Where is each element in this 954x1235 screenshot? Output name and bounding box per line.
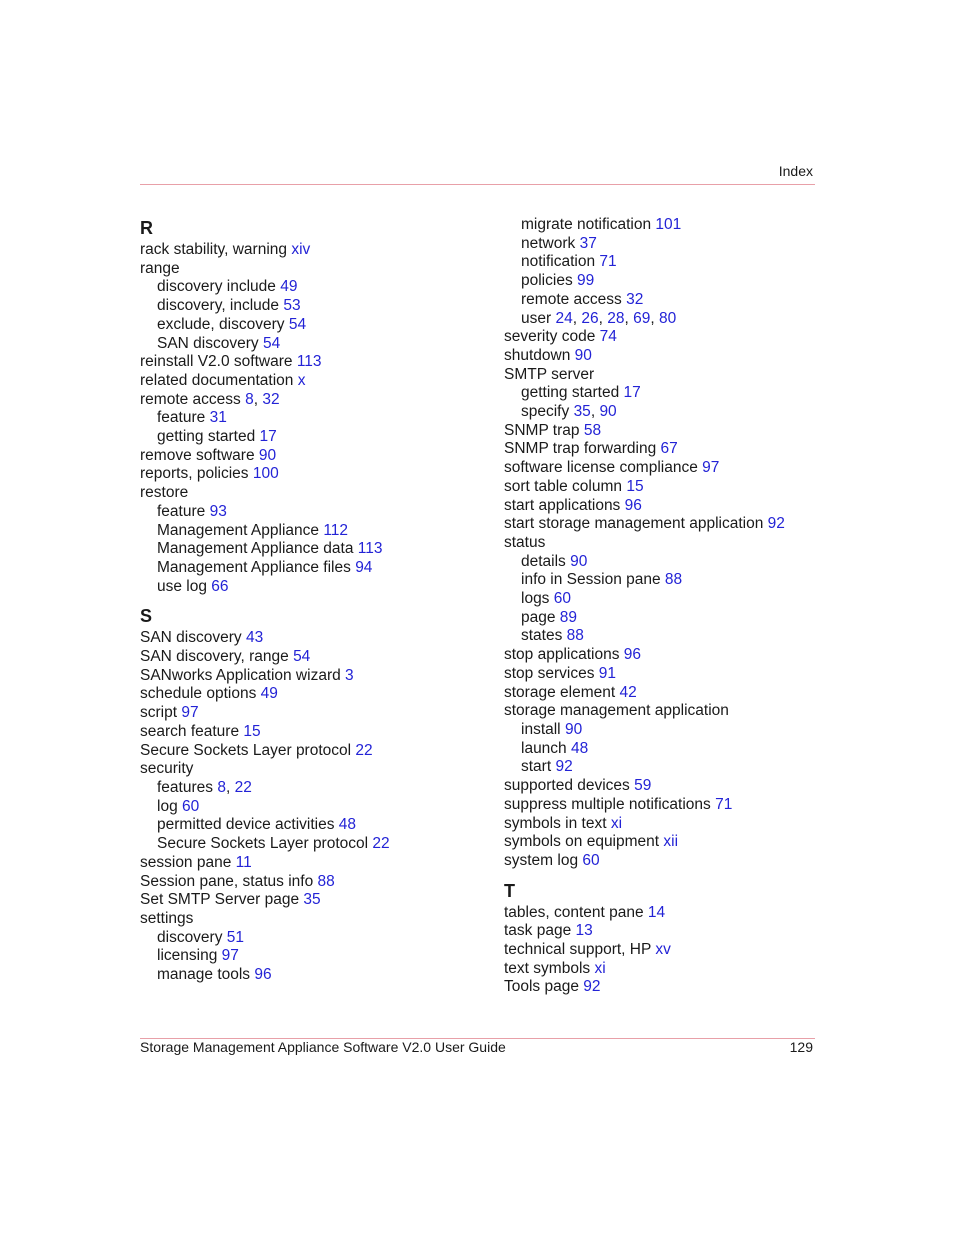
page-link[interactable]: 89 (559, 608, 578, 626)
index-subentry-getting-started (140, 428, 490, 447)
page-link[interactable]: 71 (715, 795, 733, 813)
page-link[interactable]: 88 (664, 571, 683, 589)
entry-term: settings (140, 909, 194, 927)
index-entry-set-smtp-server-page (140, 891, 490, 910)
index-letter-t: T (504, 880, 515, 901)
page-link[interactable]: 94 (355, 558, 373, 576)
entry-term: network (521, 234, 576, 252)
index-subentry-management-appliance-data (140, 540, 490, 559)
page-link[interactable]: 59 (634, 777, 652, 795)
index-subentry-management-appliance (140, 522, 490, 541)
page-link[interactable]: 101 (655, 216, 682, 233)
index-entry-shutdown (504, 347, 824, 366)
entry-term: remote access (521, 290, 622, 308)
index-subentry-licensing (140, 947, 490, 966)
entry-term: launch (521, 739, 567, 757)
entry-term: user (521, 309, 552, 327)
page-link[interactable]: 97 (181, 704, 199, 722)
index-entry-smtp-server (504, 366, 824, 385)
index-subentry-install (504, 721, 824, 740)
index-subentry-notification (504, 253, 824, 272)
entry-term: storage element (504, 683, 616, 701)
index-entry-reports-policies (140, 465, 490, 484)
page-link[interactable]: 99 (577, 272, 595, 290)
entry-term: Tools page (504, 978, 579, 996)
entry-term: start storage management application (504, 515, 764, 533)
index-entry-stop-applications (504, 646, 824, 665)
page-link[interactable]: 97 (702, 459, 720, 477)
page-link[interactable]: 96 (623, 646, 642, 664)
entry-term: features (157, 778, 214, 796)
index-entry-script (140, 704, 490, 723)
page-link[interactable]: xv (655, 941, 671, 959)
page-link[interactable]: 54 (288, 315, 307, 333)
entry-term: Management Appliance (157, 521, 320, 539)
entry-term: suppress multiple notifications (504, 795, 711, 813)
entry-term: tables, content pane (504, 903, 644, 921)
entry-term: SAN discovery (157, 334, 259, 352)
page-link[interactable]: 90 (599, 403, 617, 421)
entry-term: Management Appliance data (157, 540, 354, 558)
page-link[interactable]: 22 (372, 835, 390, 853)
index-entry-restore (140, 484, 490, 503)
page-link[interactable]: 96 (254, 966, 272, 984)
page-link[interactable]: 43 (245, 629, 264, 647)
entry-term: feature (157, 409, 206, 427)
entry-term: log (157, 797, 178, 815)
entry-term: symbols on equipment (504, 833, 660, 851)
entry-term: manage tools (157, 966, 251, 984)
page-link[interactable]: 17 (259, 428, 277, 446)
index-entry-symbols-in-text (504, 815, 824, 834)
page-link[interactable]: 90 (258, 446, 277, 464)
entry-term: restore (140, 484, 189, 502)
index-entry-task-page (504, 922, 824, 941)
header-rule (140, 184, 815, 185)
page-link[interactable]: 35 (573, 403, 591, 421)
index-entry-software-license-compliance (504, 459, 824, 478)
entry-term: feature (157, 502, 206, 520)
page-link[interactable]: 3 (345, 666, 354, 684)
entry-term: script (140, 704, 178, 722)
index-subentry-migrate-notification (504, 216, 824, 235)
entry-term: licensing (157, 947, 218, 965)
footer-title: Storage Management Appliance Software V2.0 User Guide (140, 1039, 506, 1055)
page-link[interactable]: 51 (226, 928, 245, 946)
index-subentry-start (504, 758, 824, 777)
page-link[interactable]: 60 (553, 590, 571, 608)
entry-term: related documentation (140, 371, 294, 389)
page-link[interactable]: 80 (658, 309, 677, 327)
page-link[interactable]: 13 (575, 922, 593, 940)
index-entry-san-discovery (140, 629, 490, 648)
page-link[interactable]: 66 (211, 577, 229, 595)
entry-term: exclude, discovery (157, 315, 285, 333)
page-link[interactable]: 15 (626, 477, 644, 495)
entry-term: use log (157, 577, 207, 595)
entry-term: getting started (521, 384, 620, 402)
index-subentry-page (504, 609, 824, 628)
page-link[interactable]: 53 (283, 297, 301, 315)
index-subentry-launch (504, 740, 824, 759)
page-link[interactable]: 67 (660, 440, 678, 458)
entry-term: task page (504, 922, 572, 940)
entry-term: search feature (140, 722, 240, 740)
page-link[interactable]: 92 (555, 758, 573, 776)
entry-term: shutdown (504, 346, 571, 364)
page-link[interactable]: 17 (623, 384, 641, 402)
index-entry-session-pane (140, 854, 490, 873)
page-link[interactable]: 91 (598, 664, 617, 682)
page-link[interactable]: xii (663, 833, 679, 851)
entry-term: reports, policies (140, 465, 249, 483)
index-subentry-remote-access (504, 291, 824, 310)
page-link[interactable]: 88 (317, 872, 335, 890)
index-entry-severity-code (504, 328, 824, 347)
index-entry-remote-access: remote access 8, 32 (140, 390, 280, 408)
index-entry-storage-element (504, 684, 824, 703)
index-subentry-details (504, 553, 824, 572)
index-subentry-features: features 8, 22 (157, 778, 252, 796)
index-entry-stop-services (504, 665, 824, 684)
index-subentry-feature (140, 409, 490, 428)
page-link[interactable]: 22 (234, 778, 252, 796)
entry-term: stop services (504, 664, 595, 682)
page-link[interactable]: 54 (293, 648, 311, 666)
entry-term: permitted device activities (157, 816, 335, 834)
entry-term: reinstall V2.0 software (140, 353, 293, 371)
index-entry-sort-table-column (504, 478, 824, 497)
entry-term: logs (521, 590, 550, 608)
index-column-left (140, 216, 490, 985)
entry-term: software license compliance (504, 459, 698, 477)
page-link[interactable]: 113 (296, 353, 322, 371)
index-entry-system-log (504, 852, 824, 871)
page-link[interactable]: 69 (633, 309, 651, 327)
page-link[interactable]: 113 (357, 540, 383, 558)
index-subentry-states (504, 627, 824, 646)
index-entry-security (140, 760, 490, 779)
entry-term: Set SMTP Server page (140, 891, 300, 909)
index-entry-tables-content-pane (504, 904, 824, 923)
entry-term: range (140, 259, 180, 277)
index-entry-snmp-trap-forwarding (504, 440, 824, 459)
page-link[interactable]: 15 (243, 722, 261, 740)
index-entry-rack-stability-warning (140, 241, 490, 260)
page-link[interactable]: 74 (599, 328, 617, 346)
entry-term: SANworks Application wizard (140, 666, 341, 684)
index-entry-settings (140, 910, 490, 929)
page-link[interactable]: xiv (291, 241, 311, 258)
index-subentry-discovery-include (140, 297, 490, 316)
entry-term: Management Appliance files (157, 558, 351, 576)
page-link[interactable]: 92 (583, 978, 601, 996)
page-link[interactable]: 32 (626, 290, 644, 308)
page-link[interactable]: 97 (221, 947, 239, 965)
page-link[interactable]: xi (610, 814, 623, 832)
index-subentry-logs (504, 590, 824, 609)
entry-term: severity code (504, 328, 596, 346)
index-entry-secure-sockets-layer-protocol (140, 742, 490, 761)
page-link[interactable]: 42 (619, 683, 637, 701)
entry-term: discovery, include (157, 297, 280, 315)
entry-term: technical support, HP (504, 941, 652, 959)
index-subentry-specify: specify 35, 90 (521, 403, 617, 421)
index-entry-storage-management-application (504, 702, 824, 721)
entry-term: symbols in text (504, 814, 607, 832)
page-link[interactable]: 31 (209, 409, 227, 427)
entry-term: SAN discovery, range (140, 648, 289, 666)
page-link[interactable]: 92 (767, 515, 785, 533)
index-subentry-feature (140, 503, 490, 522)
index-entry-suppress-multiple-notifications (504, 796, 824, 815)
entry-term: states (521, 627, 563, 645)
index-letter-r: R (140, 218, 153, 238)
page-link[interactable]: 60 (582, 851, 600, 869)
page-link[interactable]: 90 (574, 346, 592, 364)
index-entry-supported-devices (504, 777, 824, 796)
entry-term: SMTP server (504, 365, 595, 383)
page-link[interactable]: 90 (570, 552, 588, 570)
page-link[interactable]: xi (594, 959, 606, 977)
entry-term: Session pane, status info (140, 872, 314, 890)
entry-term: system log (504, 851, 579, 869)
page-link[interactable]: 96 (624, 496, 642, 514)
page-link[interactable]: 14 (647, 903, 666, 921)
entry-term: specify (521, 403, 570, 421)
index-entry-symbols-on-equipment (504, 833, 824, 852)
entry-term: status (504, 533, 546, 551)
page-link[interactable]: 48 (571, 739, 589, 757)
entry-term: notification (521, 253, 596, 271)
index-subentry-manage-tools (140, 966, 490, 985)
page-link[interactable]: 24 (555, 309, 573, 327)
index-subentry-secure-sockets-layer-protocol (140, 835, 490, 854)
entry-term: Secure Sockets Layer protocol (140, 741, 352, 759)
entry-term: Secure Sockets Layer protocol (157, 835, 369, 853)
entry-term: details (521, 552, 566, 570)
page-link[interactable]: 32 (262, 390, 280, 408)
index-entry-tools-page (504, 978, 824, 997)
entry-term: SAN discovery (140, 629, 242, 647)
entry-term: install (521, 720, 561, 738)
index-letter-s: S (140, 606, 153, 627)
index-entry-start-storage-management-application (504, 515, 824, 534)
entry-term: remove software (140, 446, 255, 464)
index-subentry-policies (504, 272, 824, 291)
page-link[interactable]: 48 (338, 816, 357, 834)
index-subentry-log (140, 798, 490, 817)
page-link[interactable]: 11 (235, 853, 252, 871)
index-entry-san-discovery-range (140, 648, 490, 667)
page-link[interactable]: 8 (245, 390, 254, 408)
index-subentry-discovery (140, 929, 490, 948)
page-link[interactable]: 71 (599, 253, 617, 271)
page-link[interactable]: 26 (581, 309, 599, 327)
page-link[interactable]: 58 (583, 421, 602, 439)
index-subentry-management-appliance-files (140, 559, 490, 578)
entry-term: supported devices (504, 777, 630, 795)
entry-term: info in Session pane (521, 571, 661, 589)
index-subentry-permitted-device-activities (140, 816, 490, 835)
index-entry-related-documentation (140, 372, 490, 391)
entry-term: sort table column (504, 477, 623, 495)
entry-term: stop applications (504, 646, 620, 664)
index-column-right (504, 216, 824, 997)
entry-term: SNMP trap forwarding (504, 440, 657, 458)
index-entry-status (504, 534, 824, 553)
page-link[interactable]: x (297, 371, 306, 389)
index-subentry-exclude-discovery (140, 316, 490, 335)
page-link[interactable]: 90 (564, 720, 583, 738)
page-link[interactable]: 60 (182, 797, 200, 815)
entry-term: security (140, 760, 194, 778)
index-entry-search-feature (140, 723, 490, 742)
page-link[interactable]: 49 (260, 685, 278, 703)
entry-term: session pane (140, 853, 232, 871)
index-subentry-discovery-include (140, 278, 490, 297)
entry-term: discovery include (157, 278, 276, 296)
index-entry-remove-software (140, 447, 490, 466)
page-number: 129 (789, 1039, 813, 1055)
page-link[interactable]: 49 (280, 278, 298, 296)
index-subentry-use-log (140, 578, 490, 597)
entry-term: SNMP trap (504, 421, 580, 439)
entry-term: getting started (157, 428, 256, 446)
index-subentry-san-discovery (140, 335, 490, 354)
page-link[interactable]: 22 (355, 741, 373, 759)
page-link[interactable]: 112 (323, 521, 349, 539)
index-entry-sanworks-application-wizard (140, 667, 490, 686)
index-subentry-getting-started (504, 384, 824, 403)
page-link[interactable]: 8 (217, 778, 226, 796)
page-link[interactable]: 100 (252, 465, 279, 483)
running-header: Index (778, 163, 813, 179)
entry-term: discovery (157, 928, 223, 946)
index-entry-range (140, 260, 490, 279)
index-entry-schedule-options (140, 685, 490, 704)
index-entry-snmp-trap (504, 422, 824, 441)
index-subentry-info-in-session-pane (504, 571, 824, 590)
page-link[interactable]: 28 (607, 309, 625, 327)
index-entry-text-symbols (504, 960, 824, 979)
entry-term: page (521, 608, 556, 626)
index-entry-technical-support-hp (504, 941, 824, 960)
page-link[interactable]: 54 (262, 334, 281, 352)
entry-term: migrate notification (521, 216, 652, 233)
entry-term: text symbols (504, 959, 591, 977)
index-entry-session-pane-status-info (140, 873, 490, 892)
index-subentry-network (504, 235, 824, 254)
index-subentry-user: user 24, 26, 28, 69, 80 (521, 309, 677, 327)
page-link[interactable]: 93 (209, 502, 227, 520)
index-entry-start-applications (504, 497, 824, 516)
entry-term: rack stability, warning (140, 241, 288, 258)
entry-term: remote access (140, 390, 241, 408)
page-link[interactable]: 88 (566, 627, 584, 645)
page-link[interactable]: 35 (303, 891, 321, 909)
entry-term: schedule options (140, 685, 257, 703)
entry-term: policies (521, 272, 573, 290)
entry-term: start (521, 758, 552, 776)
entry-term: start applications (504, 496, 621, 514)
entry-term: storage management application (504, 702, 729, 720)
index-entry-reinstall-v2-0-software (140, 353, 490, 372)
page-link[interactable]: 37 (579, 234, 597, 252)
